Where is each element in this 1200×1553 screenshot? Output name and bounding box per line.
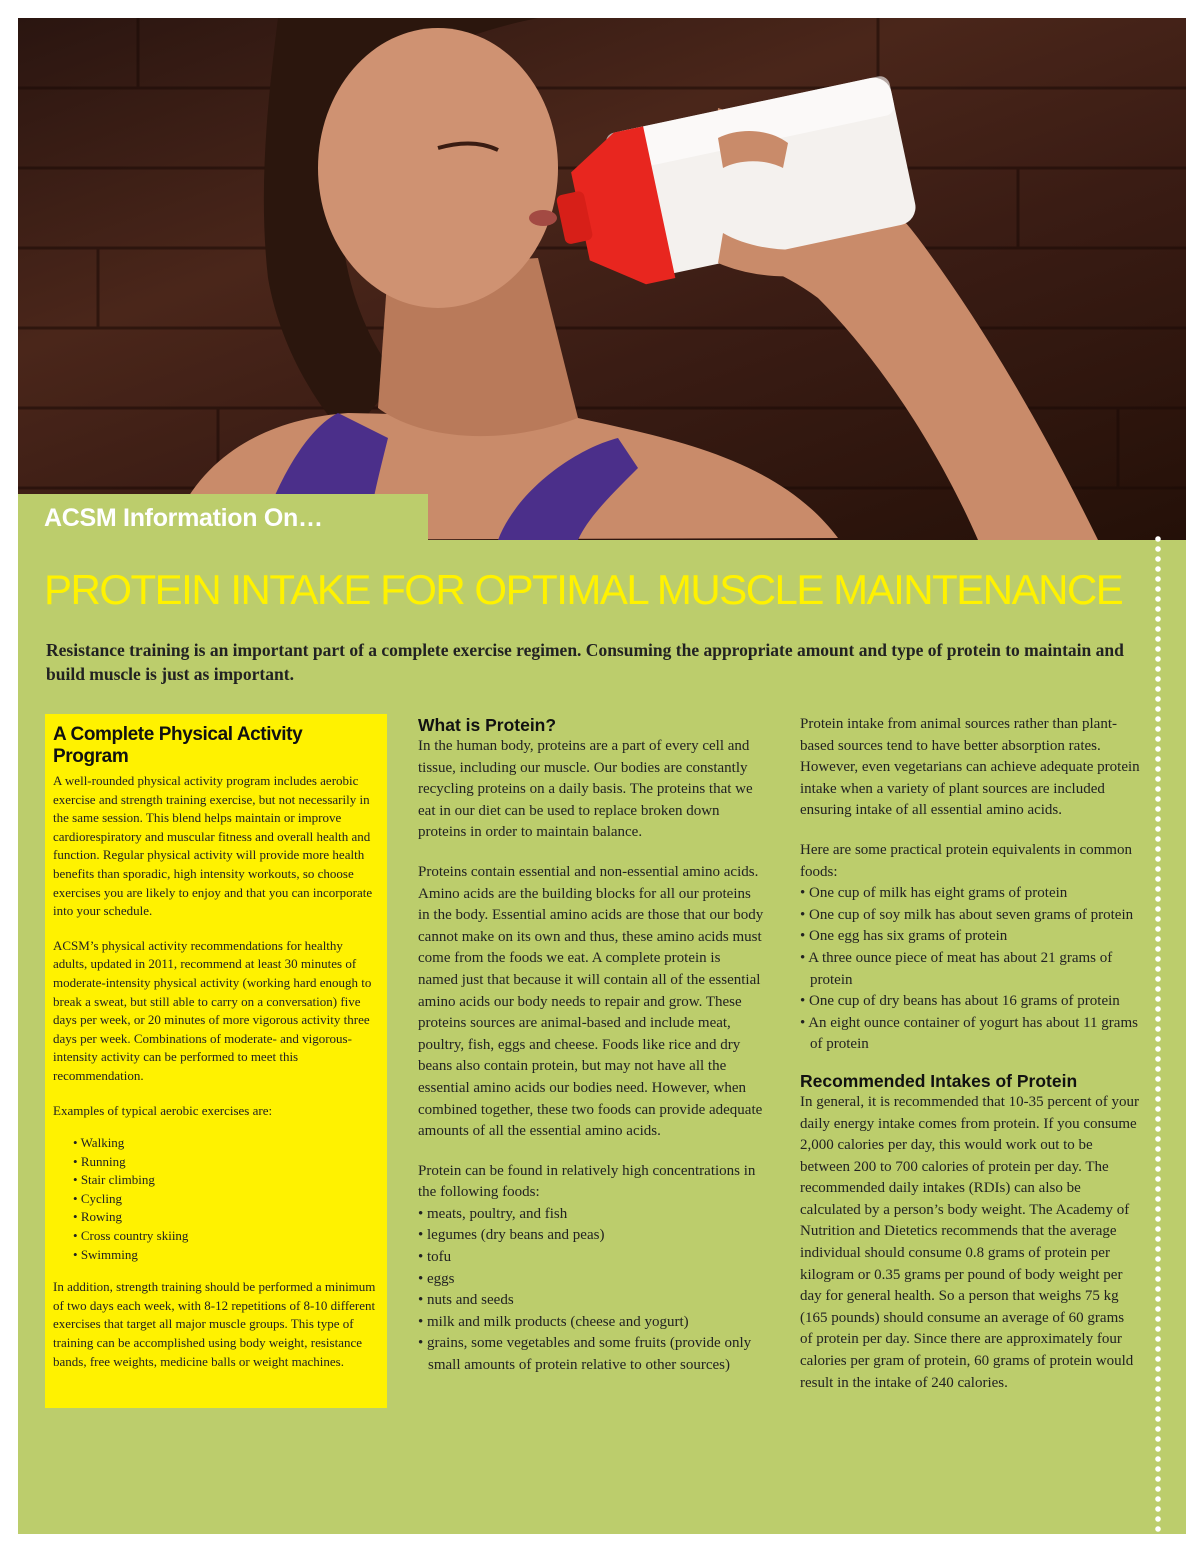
list-item: • Rowing: [73, 1208, 379, 1227]
section-heading: Recommended Intakes of Protein: [800, 1070, 1078, 1091]
page-title: PROTEIN INTAKE FOR OPTIMAL MUSCLE MAINTENANCE: [44, 566, 1123, 613]
list-item: • Stair climbing: [73, 1171, 379, 1190]
body-paragraph: Protein intake from animal sources rather than plant-based sources tend to have better absorption rates. However, even vegetarians can achieve adequate protein intake when a variety of plant sources are included ensuring intake of all essential amino acids.: [800, 716, 1140, 819]
column-protein-intake: [800, 714, 1140, 1394]
list-item: • grains, some vegetables and some fruits (provide only small amounts of protein relative to other sources): [418, 1333, 764, 1376]
list-item: • legumes (dry beans and peas): [418, 1225, 764, 1247]
body-paragraph: In general, it is recommended that 10-35 percent of your daily energy intake comes from protein. If you consume 2,000 calories per day, this would work out to be between 200 to 700 calories of protein per day. The recommended daily intakes (RDIs) can also be calculated by a person’s body weight. The Academy of Nutrition and Dietetics recommends that the average individual should consume 0.8 grams of protein per kilogram or 0.35 grams per pound of body weight per day for general health. So a person that weighs 75 kg (165 pounds) should consume an average of 60 grams of protein per day. Since there are approximately four calories per gram of protein, 60 grams of protein would result in the intake of 240 calories.: [800, 1093, 1140, 1391]
list-item: • Walking: [73, 1134, 379, 1153]
sidebar-heading: A Complete Physical Activity Program: [53, 724, 303, 767]
list-item: • milk and milk products (cheese and yogurt): [418, 1312, 764, 1334]
section-heading: What is Protein?: [418, 715, 557, 735]
list-item: • A three ounce piece of meat has about 21 grams of protein: [800, 948, 1140, 991]
exercise-list: [73, 1134, 379, 1264]
list-item: • Cross country skiing: [73, 1227, 379, 1246]
column-what-is-protein: [418, 714, 764, 1377]
sidebar-paragraph: In addition, strength training should be performed a minimum of two days each week, with 8-12 repetitions of 8-10 different exercises that target all major muscle groups. This type of training can be accomplished using body weight, resistance bands, free weights, medicine balls or weight machines.: [53, 1279, 376, 1369]
list-item: • Running: [73, 1153, 379, 1172]
body-paragraph: Proteins contain essential and non-essential amino acids. Amino acids are the building blocks for all our proteins in the body. Essential amino acids are those that our body cannot make on its own and thus, these amino acids must come from the foods we eat. A complete protein is named just that because it will contain all of the essential amino acids our body needs to repair and grow. These proteins sources are animal-based and include meat, poultry, fish, eggs and cheese. Foods like rice and dry beans also contain protein, but may not have all the essential amino acids our bodies need. However, when combined together, these two foods can provide adequate amounts of all the essential amino acids.: [418, 863, 764, 1140]
list-item: • One cup of milk has eight grams of protein: [800, 883, 1140, 905]
body-paragraph: Protein can be found in relatively high concentrations in the following foods:: [418, 1162, 756, 1201]
sidebar-box: [45, 714, 387, 1408]
list-item: • An eight ounce container of yogurt has about 11 grams of protein: [800, 1013, 1140, 1056]
body-paragraph: In the human body, proteins are a part of every cell and tissue, including our muscle. Our bodies are constantly recycling proteins on a daily basis. The proteins that we eat in our diet can be used to replace broken down proteins in order to maintain balance.: [418, 738, 753, 841]
intro-paragraph: Resistance training is an important part of a complete exercise regimen. Consuming the appropriate amount and type of protein to maintain and build muscle is just as important.: [46, 640, 1124, 684]
equivalents-list: [800, 883, 1140, 1056]
woman-drinking-shaker-icon: [18, 18, 1186, 540]
list-item: • nuts and seeds: [418, 1290, 764, 1312]
dotted-border: [1153, 534, 1163, 1534]
list-item: • Swimming: [73, 1246, 379, 1265]
list-item: • One cup of soy milk has about seven grams of protein: [800, 905, 1140, 927]
sidebar-paragraph: Examples of typical aerobic exercises are:: [53, 1102, 273, 1118]
body-paragraph: Here are some practical protein equivalents in common foods:: [800, 841, 1132, 880]
list-item: • One cup of dry beans has about 16 grams of protein: [800, 991, 1140, 1013]
list-item: • tofu: [418, 1247, 764, 1269]
tab-label: ACSM Information On…: [44, 504, 323, 532]
list-item: • Cycling: [73, 1190, 379, 1209]
list-item: • meats, poultry, and fish: [418, 1204, 764, 1226]
hero-photo: [18, 18, 1186, 540]
list-item: • One egg has six grams of protein: [800, 926, 1140, 948]
list-item: • eggs: [418, 1269, 764, 1291]
sidebar-paragraph: ACSM’s physical activity recommendations for healthy adults, updated in 2011, recommend at least 30 minutes of moderate-intensity physical activity (working hard enough to break a sweat, but still able to carry on a conversation) five days per week, or 20 minutes of more vigorous activity three days per week. Combinations of moderate- and vigorous-intensity activity can be performed to meet this recommendation.: [53, 937, 372, 1083]
sidebar-paragraph: A well-rounded physical activity program includes aerobic exercise and strength training exercise, but not necessarily in the same session. This blend helps maintain or improve cardiorespiratory and muscular fitness and overall health and function. Regular physical activity will provide more health benefits than sporadic, high intensity workouts, so choose exercises you are likely to enjoy and that you can incorporate into your schedule.: [53, 773, 373, 919]
food-list: [418, 1204, 764, 1377]
